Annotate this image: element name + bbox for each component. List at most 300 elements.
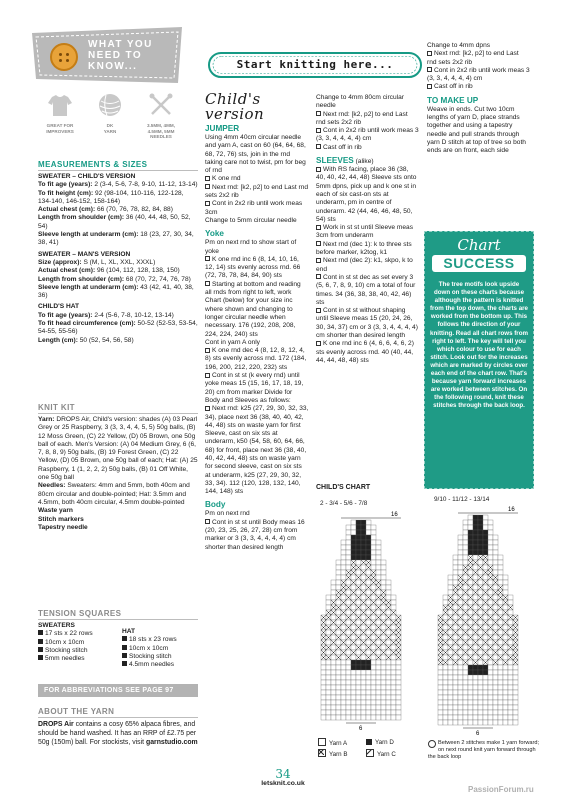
chart-cell [478,515,483,520]
chart-cell [391,615,396,620]
chart-cell [438,685,443,690]
checklist-row[interactable]: Starting at bottom and reading all rnds from right to left, work Chart (below) for your size inc where shown and changing to longer circular needle when necessary. 176 (192, 208, 208, 224, 224, 240) sts [205,280,301,338]
chart-cell [331,655,336,660]
chart-cell [336,705,341,710]
chart-cell [396,695,401,700]
checkbox-icon[interactable] [427,84,432,89]
chart-cell [458,720,463,725]
measurement-row: To fit height (cm): 92 (98-104, 110-116, 122-128, 134-140, 146-152, 158-164) [38,189,184,205]
chart-cell [331,660,336,665]
chart-cell [336,690,341,695]
checkbox-icon[interactable] [205,184,210,189]
chart-cell [463,705,468,710]
chart-cell [508,710,513,715]
chart-cell [396,705,401,710]
chart-cell [468,590,473,595]
chart-cell [391,665,396,670]
chart-cell [336,620,341,625]
checklist-row[interactable]: Work in st st until Sleeve meas 3cm from underarm [316,224,414,240]
chart-cell [356,545,361,550]
checklist-row[interactable]: Cont in st st (k every rnd) until yoke meas 15 (15, 16, 17, 18, 19, 20) cm from marker Divide for Body and Sleeves as follows: [205,372,304,404]
chart-cell [488,620,493,625]
yoke-heading: Yoke [205,229,224,239]
chart-cell [391,680,396,685]
chart-cell [513,710,518,715]
chart-cell [356,690,361,695]
chart-cell [346,525,351,530]
chart-cell [341,680,346,685]
chart-cell [488,680,493,685]
chart-cell [448,590,453,595]
chart-cell [336,670,341,675]
chart-cell [361,525,366,530]
chart-cell [473,575,478,580]
chart-cell [513,715,518,720]
chart-cell [336,565,341,570]
requirement-needles: 3.5MM, 4MM, 4.5MM, 5MM NEEDLES [136,92,186,140]
chart-cell [336,715,341,720]
chart-cell [478,550,483,555]
checkbox-icon[interactable] [205,176,210,181]
chart-cell [321,695,326,700]
chart-cell [458,600,463,605]
chart-cell [336,675,341,680]
chart-cell [503,700,508,705]
checkbox-icon[interactable] [316,241,321,246]
yarn-label: Yarn: [38,416,55,423]
chart-cell [463,535,468,540]
chart-cell [351,540,356,545]
chart-cell [376,685,381,690]
chart-cell [473,670,478,675]
measurements-section [38,160,198,345]
chart-cell [498,690,503,695]
chart-cell [453,705,458,710]
chart-cell [381,680,386,685]
chart-cell [371,715,376,720]
chart-cell [468,520,473,525]
checkbox-icon[interactable] [205,201,210,206]
chart-cell [478,525,483,530]
checklist-row[interactable]: Next rnd: [k2, p2] to end Last rnd sets 2x2 rib [427,50,519,66]
chart-cell [396,680,401,685]
chart-cell [391,670,396,675]
chart-cell [483,540,488,545]
chart-cell [458,665,463,670]
chart-cell [336,570,341,575]
checklist-row[interactable]: K one rnd [205,175,309,183]
success-text: The tree motifs look upside down on these charts because although the pattern is knitted from the top down, the charts are worked from the bottom up. This follows the direction of your knitting. Read all chart rows from right to left. The key will tell you which colour to use for each stitch. Look out for the increases which are marked by circles over each end of the chart row. That's because yarn forward increases are worked between stitches. On the following round, knit these stitches through the back loop. [430,281,528,410]
chart-cell [448,640,453,645]
chart-cell [376,650,381,655]
chart-cell [346,680,351,685]
checklist-row[interactable]: Cast off in rib [427,83,530,91]
chart-cell [346,550,351,555]
chart-cell [346,610,351,615]
chart-cell [443,685,448,690]
checklist-row[interactable]: Cont in 2x2 rib until work meas 3 (3, 3, 4, 4, 4, 4) cm [427,66,530,83]
sleeves-rows [316,166,419,365]
chart-cell [351,635,356,640]
chart-cell [366,545,371,550]
checklist-row[interactable]: K one rnd inc 6 (4, 6, 6, 4, 6, 2) sts evenly across rnd. 40 (40, 44, 44, 44, 48, 48) sts [316,340,414,364]
chart-cell [356,610,361,615]
chart-cell [498,705,503,710]
chart-cell [376,695,381,700]
chart-cell [376,690,381,695]
chart-cell [356,560,361,565]
chart-cell [381,670,386,675]
make-up-heading: TO MAKE UP [427,95,479,105]
chart-cell [483,665,488,670]
chart-cell [453,675,458,680]
chart-cell [503,705,508,710]
chart-cell [376,710,381,715]
chart-cell [341,655,346,660]
chart-cell [356,535,361,540]
checkbox-icon[interactable] [316,274,321,279]
chart-cell [396,690,401,695]
chart-cell [503,680,508,685]
chart-cell [478,540,483,545]
chart-cell [458,540,463,545]
chart-cell [493,585,498,590]
chart-cell [503,720,508,725]
chart-cell [453,575,458,580]
checklist-row[interactable]: Cont in 2x2 rib until work meas 3cm [205,200,303,216]
chart-cell [453,605,458,610]
checkbox-icon[interactable] [316,111,321,116]
chart-cell [341,605,346,610]
chart-cell [468,535,473,540]
chart-cell [391,705,396,710]
chart-cell [321,680,326,685]
chart-cell [463,575,468,580]
chart-cell [503,615,508,620]
chart-cell [493,625,498,630]
checkbox-icon[interactable] [205,519,210,524]
chart-cell [453,690,458,695]
checkbox-icon[interactable] [316,167,321,172]
chart-cell [488,540,493,545]
chart-cell [448,710,453,715]
chart-cell [351,525,356,530]
chart-cell [351,645,356,650]
checkbox-icon[interactable] [205,281,210,286]
chart-cell [458,650,463,655]
chart-cell [356,650,361,655]
chart-cell [351,535,356,540]
chart-cell [473,625,478,630]
pattern-title: Child's version [205,90,265,123]
body-intro: Pm on next rnd [205,510,250,518]
chart-cell [483,700,488,705]
checklist-row[interactable]: Next rnd (dec 1): k to three sts before marker, k2tog, k1 [316,240,412,257]
chart-cell [396,670,401,675]
chart-cell [503,625,508,630]
chart-cell [448,620,453,625]
chart-cell [331,635,336,640]
chart-cell [508,695,513,700]
chart-cell [386,675,391,680]
chart-cell [346,665,351,670]
chart-cell [513,670,518,675]
chart-cell [443,720,448,725]
chart-cell [498,720,503,725]
chart-cell [391,660,396,665]
chart-cell [356,670,361,675]
chart-cell [458,620,463,625]
chart-cell [336,640,341,645]
checklist-row[interactable]: Next rnd (dec 2): k1, skpo, k to end [316,257,413,273]
chart-cell [381,705,386,710]
chart-cell [438,680,443,685]
chart-cell [478,720,483,725]
chart-cell [331,615,336,620]
checkbox-icon[interactable] [316,341,321,346]
chart-cell [463,540,468,545]
chart-cell [391,635,396,640]
chart-cell [478,660,483,665]
chart-cell [468,685,473,690]
chart-cell [376,670,381,675]
chart-cell [321,665,326,670]
chart-cell [478,520,483,525]
chart-width-label: 16 [391,512,398,518]
chart-cell [498,570,503,575]
instruction-row: Cont in yarn A only [205,338,260,346]
checkbox-icon[interactable] [316,308,321,313]
chart-cell [326,640,331,645]
chart-cell [488,720,493,725]
chart-cell [453,685,458,690]
yarn-text: DROPS Air, Child's version: shades (A) 03 Pearl Grey or 25 Raspberry, 3 (3, 3, 4, 4, 5, 5) 50g balls, (B) 12 Moss Green, (C) 22 Yellow, (D) 05 Brown, one 50g ball of each. Men's Version: (A) 04 Medium Grey, 6 (6, 7, 8, 8, 9) 50g balls, (B) 19 Forest Green, (C) 22 Yellow, (D) 05 Brown, one 50g ball of each; Hat: (A) 25 Raspberry, 1 (1, 2, 2, 2) 50g balls, (B) 01 Off White, one 50g ball [38,416,198,482]
chart-cell [463,690,468,695]
chart-cell [356,570,361,575]
chart-cell [498,710,503,715]
chart-cell [483,615,488,620]
chart-cell [488,610,493,615]
chart-cell [458,610,463,615]
checklist-row[interactable]: With RS facing, place 36 (38, 40, 40, 42, 44, 48) Sleeve sts onto 5mm dpns, pick up and k one st in each of six cast-on sts at underarm, pm in centre of underarm. 42 (44, 46, 46, 48, 50, 54) sts [316,166,417,223]
chart-cell [386,580,391,585]
chart-cell [391,600,396,605]
chart-cell [356,520,361,525]
checkbox-icon[interactable] [427,51,432,56]
chart-cell [448,695,453,700]
tension-section [38,609,198,668]
chart-cell [448,675,453,680]
chart-cell [356,675,361,680]
checklist-row[interactable]: K one rnd inc 6 (8, 14, 10, 16, 12, 14) sts evenly across rnd. 66 (72, 78, 78, 84, 84, 90) sts [205,255,301,280]
chart-cell [386,595,391,600]
chart-cell [356,660,361,665]
chart-cell [321,675,326,680]
checkbox-icon[interactable] [427,67,432,72]
chart-cell [493,720,498,725]
chart-cell [381,635,386,640]
about-yarn-heading: ABOUT THE YARN [38,707,115,716]
chart-cell [396,660,401,665]
chart-cell [498,630,503,635]
chart-cell [478,600,483,605]
chart-cell [381,615,386,620]
chart-cell [483,625,488,630]
chart-cell [483,565,488,570]
chart-cell [478,630,483,635]
chart-cell [493,555,498,560]
measurement-row: Sleeve length at underarm (cm): 43 (42, 41, 40, 38, 36) [38,283,194,300]
chart-cell [463,555,468,560]
chart-cell [503,575,508,580]
chart-cell [341,545,346,550]
checklist-row[interactable]: Cast off in rib [316,144,419,152]
chart-cell [346,555,351,560]
chart-cell [331,645,336,650]
checkbox-icon[interactable] [316,144,321,149]
checkbox-icon[interactable] [316,128,321,133]
chart-cell [498,660,503,665]
chart-cell [473,695,478,700]
chart-cell [473,565,478,570]
chart-cell [488,640,493,645]
chart-cell [326,600,331,605]
chart-cell [493,705,498,710]
chart-cell [458,555,463,560]
checklist-row[interactable]: Cont in st st without shaping until Sleeve meas 15 (20, 24, 26, 30, 34, 37) cm or 3 (3, 3, 4, 4, 4, 4) cm shorter than desired length [316,307,418,340]
chart-cell [361,520,366,525]
chart-cell [483,595,488,600]
chart-cell [326,630,331,635]
chart-cell [513,700,518,705]
chart-cell [356,705,361,710]
chart-cell [493,605,498,610]
chart-cell [463,715,468,720]
chart-cell [453,560,458,565]
checkbox-icon[interactable] [205,348,210,353]
chart-cell [478,680,483,685]
body-rows [205,519,309,552]
chart-cell [361,660,366,665]
chart-cell [351,660,356,665]
chart-cell [453,665,458,670]
chart-cell [478,675,483,680]
page-footer [233,768,333,787]
chart-cell [458,660,463,665]
chart-cell [371,645,376,650]
chart-cell [443,670,448,675]
chart-cell [503,665,508,670]
chart-cell [443,715,448,720]
checklist-row[interactable]: Cont in 2x2 rib until work meas 3 (3, 3, 4, 4, 4, 4) cm [316,127,419,143]
chart-cell [458,675,463,680]
chart-cell [463,665,468,670]
chart-cell [458,535,463,540]
chart-cell [498,575,503,580]
make-up-text: Weave in ends. Cut two 10cm lengths of yarn D, place strands together and using a tapestry needle and pull strands through yarn D stitch at top of tree so both ends are on front, each side [427,105,526,155]
chart-cell [366,620,371,625]
chart-cell [508,715,513,720]
chart-cell [331,685,336,690]
chart-cell [371,705,376,710]
chart-cell [361,680,366,685]
chart-cell [346,695,351,700]
checkbox-icon[interactable] [316,258,321,263]
chart-cell [336,700,341,705]
chart-cell [508,680,513,685]
chart-cell [453,615,458,620]
chart-cell [488,660,493,665]
checklist-row[interactable]: Next rnd: [k2, p2] to end Last rnd sets 2x2 rib [205,183,309,200]
chart-cell [386,630,391,635]
watermark: PassionForum.ru [468,785,534,794]
checklist-row[interactable]: Next rnd: [k2, p2] to end Last rnd sets 2x2 rib [316,110,408,126]
chart-cell [361,705,366,710]
chart-cell [483,710,488,715]
chart-cell [513,720,518,725]
chart-cell [478,545,483,550]
checklist-row[interactable]: Cont in st st until Body meas 16 (20, 23, 25, 26, 27, 28) cm from marker or 3 (3, 3, 4, 4, 4, 4) cm shorter than desired length [205,518,305,551]
chart-cell [361,695,366,700]
chart-cell [361,675,366,680]
chart-cell [468,525,473,530]
chart-cell [493,645,498,650]
chart-cell [443,675,448,680]
chart-cell [366,685,371,690]
checklist-row[interactable]: Next rnd: k25 (27, 29, 30, 32, 33, 34), place next 36 (38, 40, 40, 42, 44, 48) sts on waste yarn for first Sleeve, cast on six sts at underarm, k50 (54, 58, 60, 64, 66, 68) for front, place next 36 (38, 40, 40, 42, 44, 48) sts on waste yarn for second sleeve, cast on six sts at underarm, k25 (27, 29, 30, 32, 33, 34). 112 (120, 128, 132, 140, 144, 148) sts [205,405,309,496]
chart-cell [453,635,458,640]
checkbox-icon[interactable] [316,225,321,230]
chart-cell [458,560,463,565]
checklist-row[interactable]: K one rnd dec 4 (8, 12, 8, 12, 4, 8) sts evenly across rnd. 172 (184, 196, 200, 212, 220, 232) sts [205,347,307,371]
page-number: 34 [275,767,291,781]
measurement-row: Actual chest (cm): 66 (70, 76, 78, 82, 84, 88) [38,206,173,214]
chart-cell [468,690,473,695]
chart-cell [488,630,493,635]
chart-cell [493,635,498,640]
chart-cell [336,630,341,635]
checkbox-icon[interactable] [205,256,210,261]
chart-cell [458,695,463,700]
checkbox-icon[interactable] [205,373,210,378]
chart-cell [463,605,468,610]
requirements-icons [38,92,198,162]
chart-cell [458,550,463,555]
chart-cell [356,640,361,645]
checkbox-icon[interactable] [205,406,210,411]
chart-cell [448,685,453,690]
instruction-row: Change to 4mm 80cm circular needle [316,94,404,110]
chart-cell [448,705,453,710]
chart-cell [473,655,478,660]
chart-cell [346,690,351,695]
column-info [0,0,200,800]
chart-cell [371,605,376,610]
chart-cell [463,525,468,530]
chart-cell [346,620,351,625]
chart-cell [483,720,488,725]
chart-cell [366,715,371,720]
checklist-row[interactable]: Cont in st st dec as set every 3 (5, 6, 7, 8, 9, 10) cm a total of four times. 34 (36, 38, 38, 40, 42, 46) sts [316,273,416,306]
chart-cell [366,555,371,560]
chart-cell [463,695,468,700]
chart-cell [498,565,503,570]
chart-cell [483,515,488,520]
chart-cell [488,685,493,690]
chart-cell [438,720,443,725]
chart-success-box [424,231,534,489]
chart-cell [453,695,458,700]
